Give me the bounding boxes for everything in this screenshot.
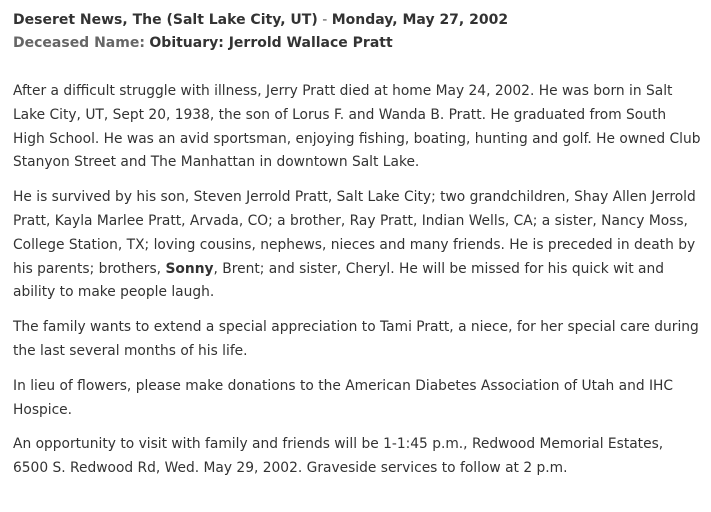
- deceased-line: [13, 32, 701, 55]
- obituary-title: Obituary: Jerrold Wallace Pratt: [149, 35, 393, 51]
- paragraph-survivors: [13, 186, 701, 305]
- obituary-body: [13, 80, 701, 481]
- paragraph-biography: After a difficult struggle with illness, Jerry Pratt died at home May 24, 2002. He was born in Salt Lake City, UT, Sept 20, 1938, the son of Lorus F. and Wanda B. Pratt. He graduated from South High School. He was an avid sportsman, enjoying fishing, boating, hunting and golf. He owned Club Stanyon Street and The Manhattan in downtown Salt Lake.: [13, 83, 701, 171]
- survivors-text-end: , Brent; and sister, Cheryl. He will be missed for his quick wit and ability to make people laugh.: [13, 260, 665, 301]
- publication-date: Monday, May 27, 2002: [331, 12, 509, 28]
- publication-name: Deseret News, The (Salt Lake City, UT): [13, 12, 318, 28]
- survivors-text-start: He is survived by his son, Steven Jerrold Pratt, Salt Lake City; two grandchildren, Shay Allen Jerrold Pratt, Kayla Marlee Pratt, Arvada, CO; a brother, Ray Pratt, Indian Wells, CA; a sister, Nancy Moss, College Station, TX; loving cousins, nephews, nieces and many friends. He is preceded in death by his parents; brothers,: [13, 189, 696, 277]
- publication-line: [13, 9, 701, 32]
- header-separator: -: [317, 12, 332, 28]
- survivors-bold-name: Sonny: [165, 260, 214, 277]
- paragraph-services: An opportunity to visit with family and friends will be 1-1:45 p.m., Redwood Memorial Estates, 6500 S. Redwood Rd, Wed. May 29, 2002. Graveside services to follow at 2 p.m.: [13, 436, 664, 477]
- paragraph-appreciation: The family wants to extend a special appreciation to Tami Pratt, a niece, for her special care during the last several months of his life.: [13, 319, 699, 359]
- paragraph-donations: In lieu of flowers, please make donations to the American Diabetes Association of Utah and IHC Hospice.: [13, 377, 674, 418]
- deceased-name-label: Deceased Name:: [13, 35, 145, 51]
